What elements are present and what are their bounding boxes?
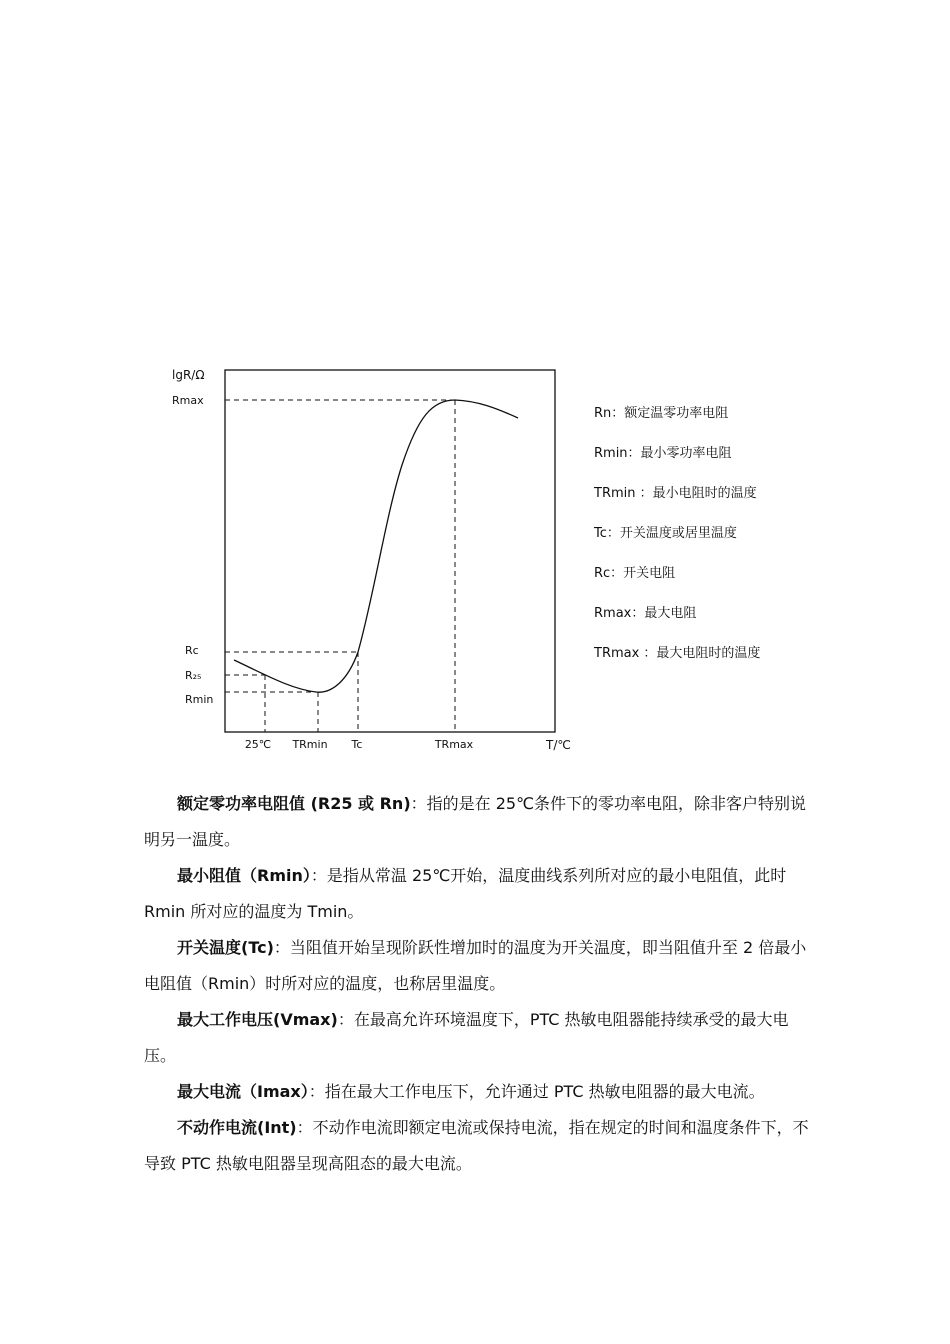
definition-text: ：指在最大工作电压下，允许通过 PTC 热敏电阻器的最大电流。 [308,1082,765,1101]
y-axis-label: lgR/Ω [172,368,205,382]
x-axis-label: T/℃ [546,738,571,752]
y-tick-r25: R₂₅ [185,669,202,682]
definition-text: ：当阻值开始呈现阶跃性增加时的温度为开关温度，即当阻值升至 2 倍最小电阻值（Rmin）时所对应的温度，也称居里温度。 [144,938,807,993]
x-tick-trmax: TRmax [434,738,474,751]
definition-term: 最小阻值（Rmin） [177,866,311,885]
definition-term: 开关温度(Tc) [177,938,274,957]
legend-item-rc: Rc：开关电阻 [594,566,676,581]
x-tick-tc: Tc [351,738,363,751]
resistance-curve [234,400,518,692]
legend-item-trmin: TRmin ：最小电阻时的温度 [594,486,757,501]
definition-tc [144,930,812,1002]
definition-text: ：不动作电流即额定电流或保持电流，指在规定的时间和温度条件下，不导致 PTC 热敏电阻器呈现高阻态的最大电流。 [144,1118,809,1173]
definition-text: ：在最高允许环境温度下，PTC 热敏电阻器能持续承受的最大电压。 [144,1010,789,1065]
x-tick-25c: 25℃ [244,738,272,751]
ptc-characteristic-figure [150,355,790,765]
plot-frame [225,370,555,732]
y-tick-rc: Rc [185,644,199,657]
definition-vmax [144,1002,812,1074]
legend-item-trmax: TRmax ：最大电阻时的温度 [594,646,761,661]
y-tick-rmax: Rmax [172,394,204,407]
definition-text: ：是指从常温 25℃开始，温度曲线系列所对应的最小电阻值，此时 Rmin 所对应的温度为 Tmin。 [144,866,787,921]
definition-rmin [144,858,812,930]
legend-item-tc: Tc：开关温度或居里温度 [594,526,737,541]
x-tick-trmin: TRmin [292,738,328,751]
definitions-section [144,786,812,1182]
definition-imax [144,1074,812,1110]
definition-term: 最大电流（Imax） [177,1082,309,1101]
definition-term: 额定零功率电阻值 (R25 或 Rn) [177,794,411,813]
definition-term: 不动作电流(Int) [177,1118,297,1137]
definition-term: 最大工作电压(Vmax) [177,1010,338,1029]
legend [593,405,760,661]
legend-item-rmax: Rmax：最大电阻 [594,606,697,621]
legend-item-rn: Rn：额定温零功率电阻 [594,406,729,421]
legend-item-rmin: Rmin：最小零功率电阻 [594,446,732,461]
definition-r25 [144,786,812,858]
definition-text: ：指的是在 25℃条件下的零功率电阻，除非客户特别说明另一温度。 [144,794,807,849]
definition-int [144,1110,812,1182]
y-tick-rmin: Rmin [185,693,214,706]
